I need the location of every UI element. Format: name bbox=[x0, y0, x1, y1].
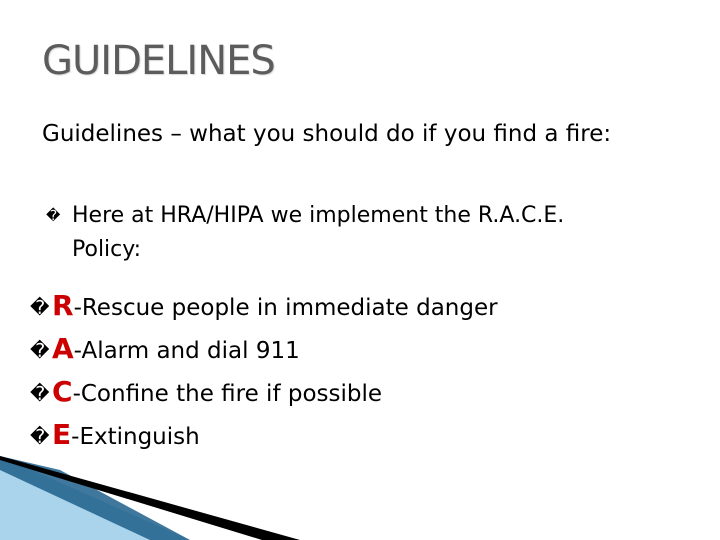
bullet-box-icon: � bbox=[30, 340, 50, 362]
slide-title: GUIDELINES bbox=[42, 38, 275, 84]
intro-text: Guidelines – what you should do if you find a fire: bbox=[42, 121, 612, 147]
bullet-box-icon: � bbox=[30, 426, 50, 448]
bullet-box-icon: � bbox=[46, 208, 61, 224]
race-text: -Confine the fire if possible bbox=[72, 381, 383, 407]
policy-bullet-line2: Policy: bbox=[72, 237, 142, 262]
bullet-box-icon: � bbox=[30, 383, 50, 405]
policy-bullet-line1: Here at HRA/HIPA we implement the R.A.C.E. bbox=[72, 203, 565, 228]
race-letter: C bbox=[52, 375, 73, 408]
race-letter: A bbox=[52, 332, 74, 365]
race-letter: E bbox=[52, 418, 72, 451]
bullet-box-icon: � bbox=[30, 297, 50, 319]
race-text: -Extinguish bbox=[71, 424, 200, 450]
race-letter: R bbox=[52, 289, 74, 322]
race-text: -Alarm and dial 911 bbox=[73, 338, 300, 364]
race-text: -Rescue people in immediate danger bbox=[73, 295, 498, 321]
